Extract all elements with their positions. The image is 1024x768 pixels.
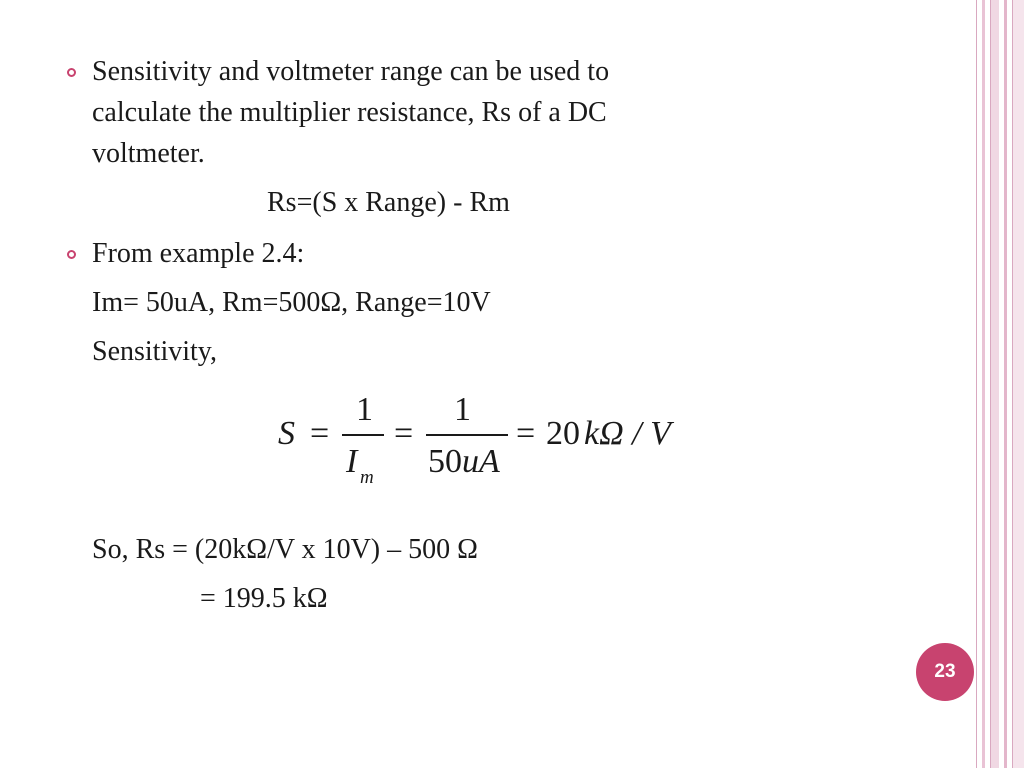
- rail-line-4: [1004, 0, 1007, 768]
- given-values: Im= 50uA, Rm=500Ω, Range=10V: [92, 287, 491, 318]
- formula-num1: 1: [356, 391, 373, 428]
- rail-line-2: [982, 0, 985, 768]
- formula-den2-unit: uA: [462, 443, 500, 480]
- result-line: = 199.5 kΩ: [200, 583, 328, 614]
- sensitivity-label: Sensitivity,: [92, 336, 217, 367]
- formula-eq3: =: [516, 415, 536, 452]
- formula-den1-sub: m: [360, 467, 374, 488]
- page-number-badge: 23: [916, 643, 974, 701]
- rail-line-1: [976, 0, 977, 768]
- rail-line-5: [1012, 0, 1024, 768]
- formula-den2-num: 50: [428, 443, 462, 480]
- bullet2-text: From example 2.4:: [92, 238, 305, 269]
- formula-den1: I: [346, 443, 358, 480]
- so-line: So, Rs = (20kΩ/V x 10V) – 500 Ω: [92, 534, 478, 565]
- formula-eq2: =: [394, 415, 414, 452]
- formula-lhs: S: [278, 415, 295, 452]
- formula-num2: 1: [454, 391, 471, 428]
- rail-line-3: [990, 0, 999, 768]
- formula-result-num: 20: [546, 415, 580, 452]
- bullet1-line3: voltmeter.: [92, 138, 205, 169]
- bullet1-line1: Sensitivity and voltmeter range can be used to: [92, 56, 610, 87]
- bullet1-line2: calculate the multiplier resistance, Rs of a DC: [92, 97, 607, 128]
- formula-result-unit: kΩ / V: [584, 415, 671, 452]
- fraction-bar-1: [342, 434, 384, 436]
- bullet-circle-icon: [67, 250, 76, 259]
- fraction-bar-2: [426, 434, 508, 436]
- bullet-circle-icon: [67, 68, 76, 77]
- rs-equation: Rs=(S x Range) - Rm: [267, 187, 510, 218]
- sensitivity-formula: [278, 388, 688, 498]
- formula-eq1: =: [310, 415, 330, 452]
